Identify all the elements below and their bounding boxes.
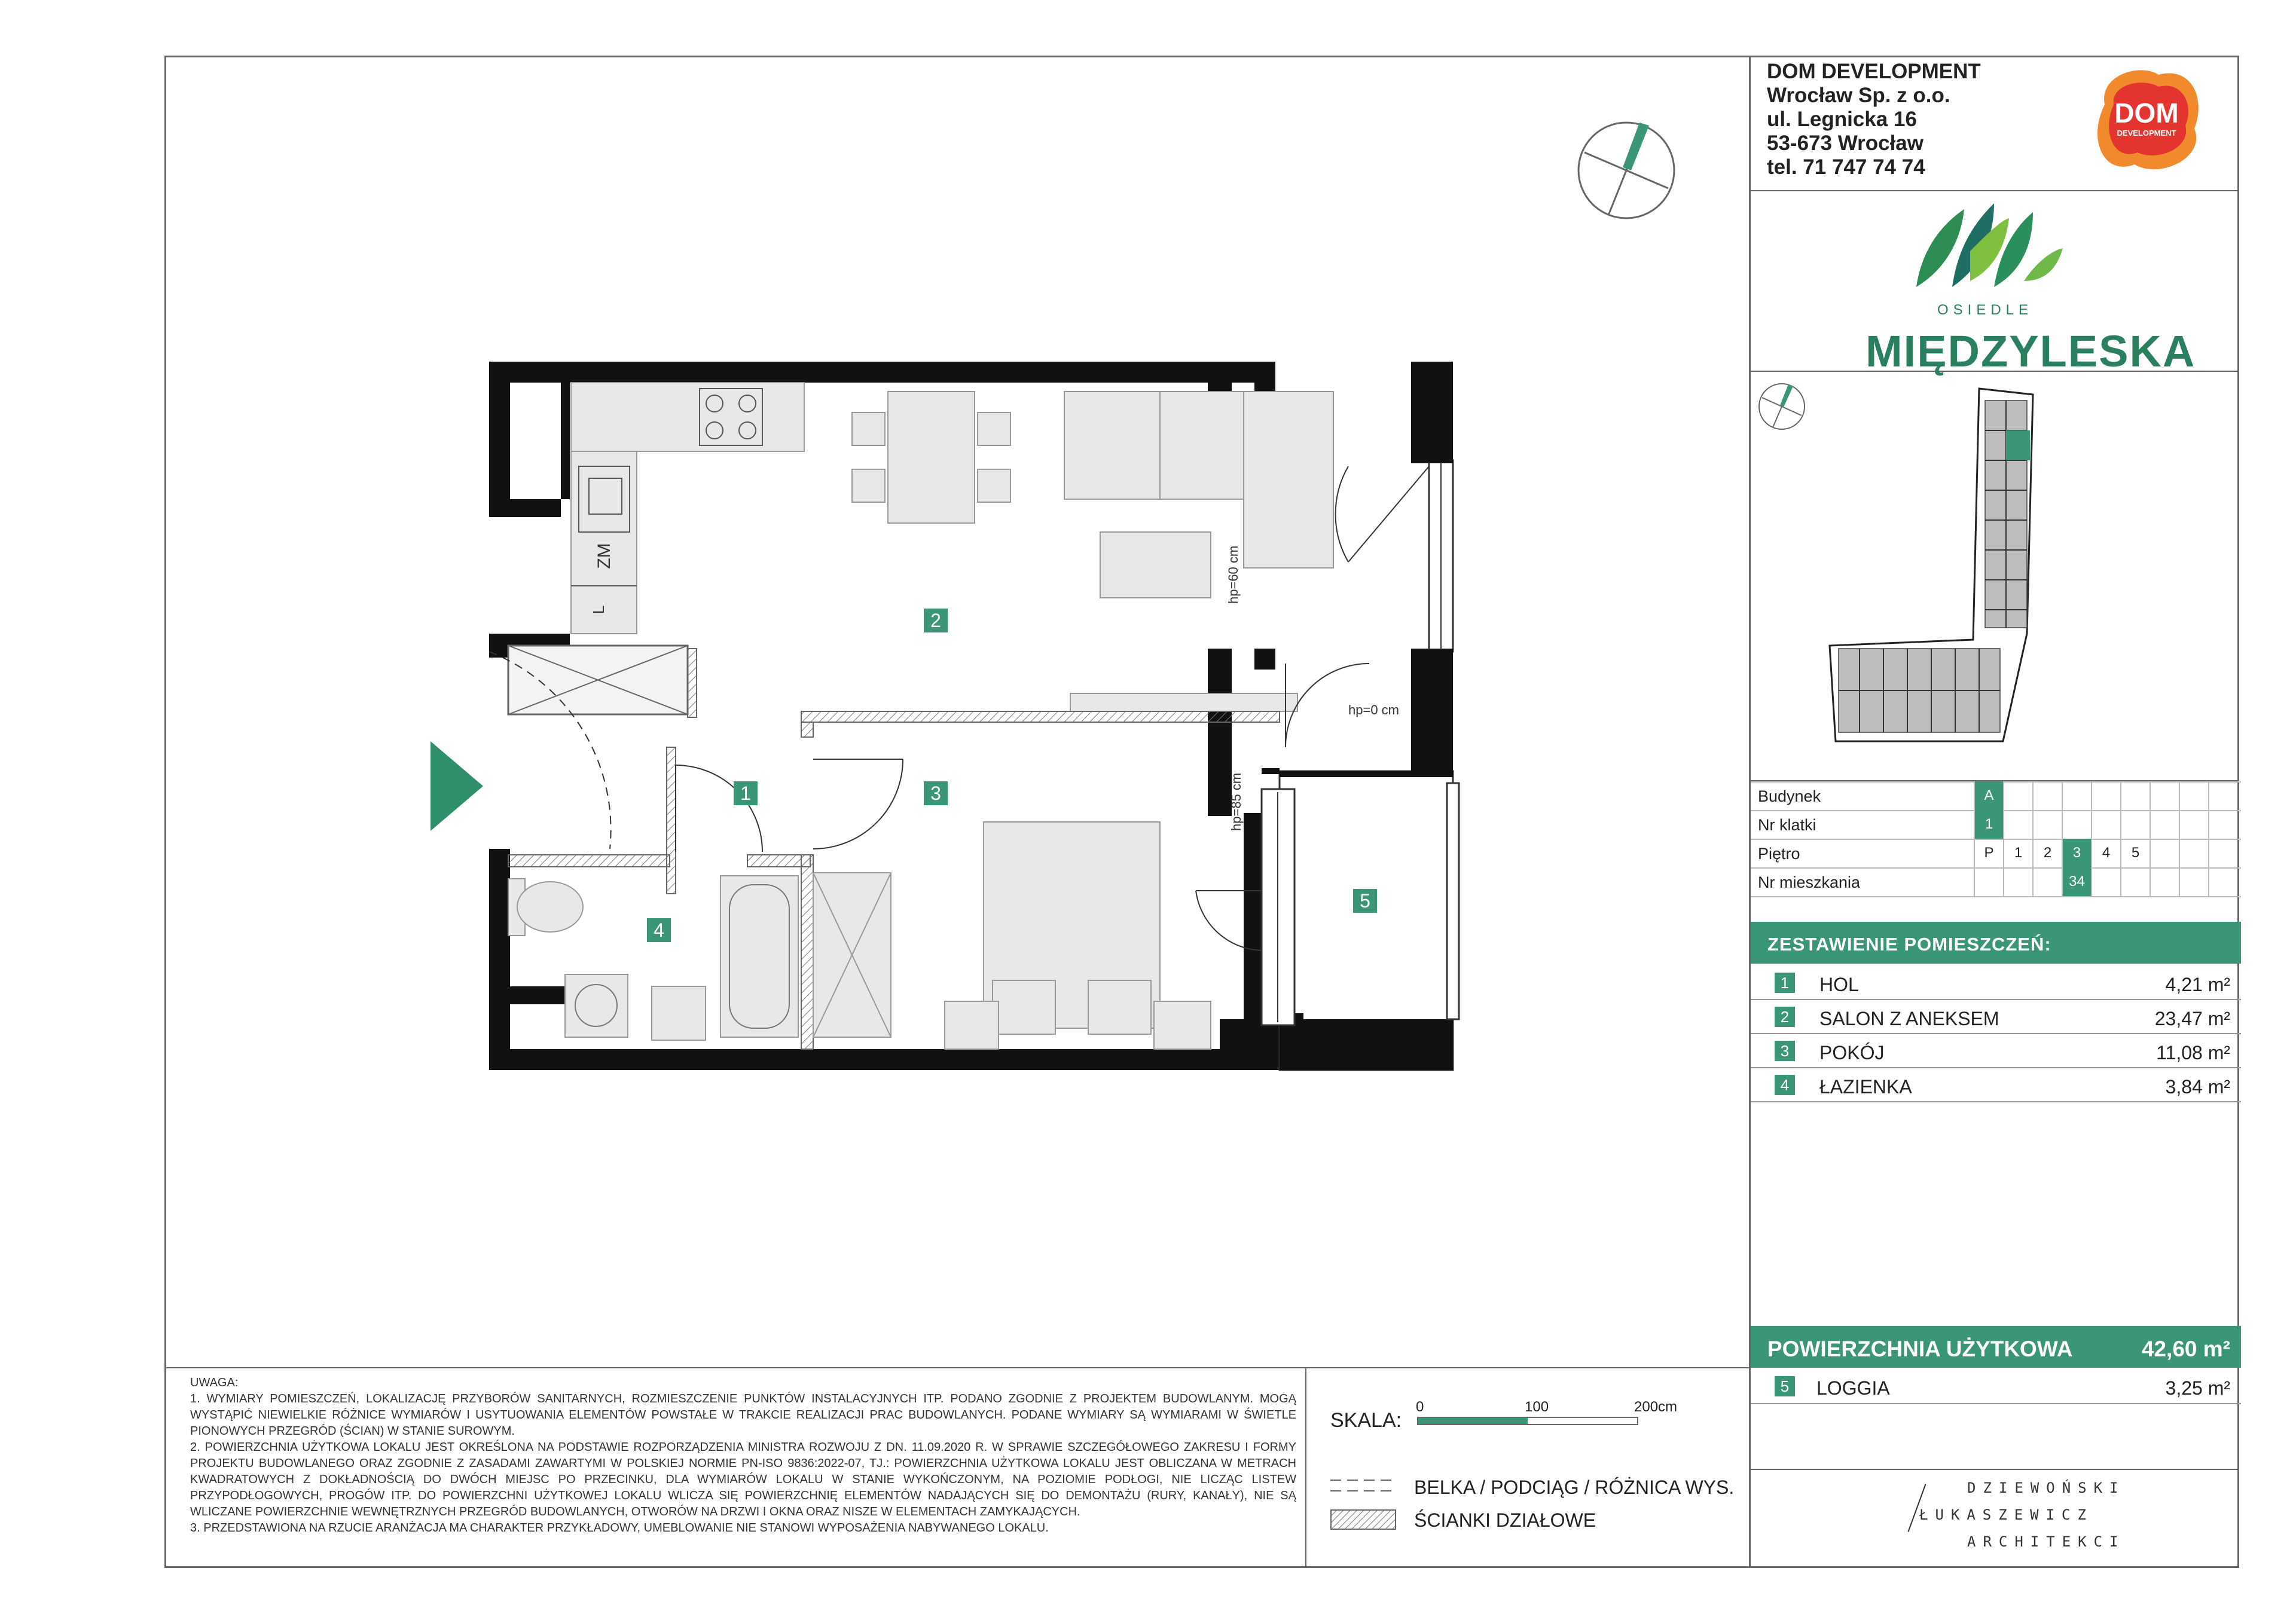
scale-tick-100: 100 [1525, 1399, 1549, 1415]
room-area: 11,08 m² [2156, 1042, 2230, 1063]
floor-cell-4: 4 [2091, 839, 2120, 867]
note-item-1: 1. WYMIARY POMIESZCZEŃ, LOKALIZACJĘ PRZYBORÓW SANITARNYCH, ROZMIESZCZENIE PUNKTÓW INSTALACYJNYCH ITP. PODANO ZGODNIE Z PROJEKTEM BUDOWLANYM. MOGĄ WYSTĄPIĆ NIEWIELKIE RÓŻNICE WYMIARÓW I USYTUOWANIA ELEMENTÓW POWSTAŁE W TRAKCIE REALIZACJI PRAC BUDOWLANYCH. PODANE WYMIARY SĄ WYMIARAMI W ŚWIETLE PIONOWYCH PRZEGRÓD (ŚCIAN) W STANIE SUROWYM. [190, 1392, 1296, 1438]
room-name: LOGGIA [1816, 1377, 1890, 1399]
floor-cell-3: 3 [2062, 839, 2091, 867]
dom-logo-text: DOM [2114, 97, 2179, 129]
architects-line2: ŁUKASZEWICZ [1919, 1506, 2093, 1523]
room-name: HOL [1819, 974, 1859, 995]
note-item-3: 3. PRZEDSTAWIONA NA RZUCIE ARANŻACJA MA CHARAKTER PRZYKŁADOWY, UMEBLOWANIE NIE STANOWI WYPOSAŻENIA NABYWANEGO LOKALU. [190, 1521, 1049, 1535]
room-tag-4: 4 [647, 918, 671, 942]
staircase-value: 1 [1974, 810, 2003, 839]
floor-cell-5: 5 [2120, 839, 2150, 867]
room-number: 3 [1775, 1041, 1795, 1061]
room-row-1 [1751, 965, 2241, 999]
room-number: 2 [1775, 1007, 1795, 1027]
apartment-label: Nr mieszkania [1758, 873, 1861, 891]
keyplan-compass-icon [1755, 380, 1809, 433]
divider-notes-top [164, 1367, 1749, 1368]
kitchen-l-label: L [590, 605, 607, 615]
dom-logo-sub: DEVELOPMENT [2117, 129, 2176, 137]
room-tag-2: 2 [924, 609, 948, 632]
apartment-value: 34 [2062, 867, 2091, 896]
usable-area-value: 42,60 m² [2141, 1337, 2230, 1361]
room-name: ŁAZIENKA [1819, 1076, 1912, 1098]
room-row-4 [1751, 1068, 2241, 1101]
room-name: SALON Z ANEKSEM [1819, 1008, 1999, 1029]
rooms-heading: ZESTAWIENIE POMIESZCZEŃ: [1767, 934, 2051, 955]
floor-label: Piętro [1758, 845, 1800, 863]
room-number: 4 [1775, 1075, 1795, 1095]
staircase-label: Nr klatki [1758, 816, 1816, 834]
floor-cell-p: P [1974, 839, 2003, 867]
room-row-loggia [1751, 1369, 2241, 1402]
room-area: 3,84 m² [2165, 1076, 2230, 1098]
dom-development-logo [2087, 63, 2206, 176]
floor-cell-2: 2 [2032, 839, 2062, 867]
company-phone: tel. 71 747 74 74 [1767, 155, 1925, 179]
floor-cell-1: 1 [2003, 839, 2032, 867]
brand-name: MIĘDZYLESKA [1866, 326, 2196, 376]
company-info [1767, 60, 1981, 179]
room-area: 4,21 m² [2165, 974, 2230, 995]
room-area: 3,25 m² [2165, 1377, 2230, 1399]
scale-tick-0: 0 [1416, 1399, 1424, 1415]
company-city: 53-673 Wrocław [1767, 132, 1923, 155]
usable-area-label: POWIERZCHNIA UŻYTKOWA [1767, 1337, 2073, 1361]
info-row-floor [1751, 839, 2241, 867]
building-value: A [1974, 781, 2003, 810]
scale-tick-200: 200cm [1634, 1399, 1678, 1415]
architects-logo [1913, 1480, 2126, 1557]
notes-block [190, 1375, 1296, 1536]
legend-beam-symbol [1330, 1477, 1396, 1494]
room-tag-3: 3 [924, 781, 948, 805]
hp0-label: hp=0 cm [1348, 702, 1399, 717]
company-name: DOM DEVELOPMENT [1767, 60, 1981, 83]
company-street: ul. Legnicka 16 [1767, 108, 1917, 131]
room-tag-1: 1 [734, 781, 758, 805]
room-number: 5 [1775, 1376, 1795, 1396]
info-row-staircase [1751, 810, 2241, 839]
rooms-heading-bar [1751, 922, 2241, 964]
architects-line3: ARCHITEKCI [1967, 1533, 2126, 1550]
room-name: POKÓJ [1819, 1042, 1885, 1063]
usable-area-bar [1751, 1326, 2241, 1368]
legend-partition-symbol [1330, 1509, 1396, 1530]
note-item-2: 2. POWIERZCHNIA UŻYTKOWA LOKALU JEST OKREŚLONA NA PODSTAWIE ROZPORZĄDZENIA MINISTRA ROZWOJU Z DN. 11.09.2020 R. W SPRAWIE SZCZEGÓŁOWEGO ZAKRESU I FORMY PROJEKTU BUDOWLANEGO ORAZ ZGODNIE Z ZASADAMI ZAWARTYMI W POLSKIEJ NORMIE PN-ISO 9836:2022-07, TJ.: POWIERZCHNIA UŻYTKOWA LOKALU JEST OBLICZANA W METRACH KWADRATOWYCH Z DOKŁADNOŚCIĄ DO DWÓCH MIEJSC PO PRZECINKU, DLA WYMIARÓW LOKALU W STANIE WYKOŃCZONYM, NA POZIOMIE PODŁOGI, NIE LICZĄC LISTEW PRZYPODŁOGOWYCH, PROGÓW ITP. DO POWIERZCHNI UŻYTKOWEJ LOKALU WLICZA SIĘ POWIERZCHNIĘ ELEMENTÓW NADAJĄCYCH SIĘ DO DEMONTAŻU (RURY, KANAŁY), NIE SĄ WLICZANE POWIERZCHNIE WEWNĘTRZNYCH PRZEGRÓD BUDOWLANYCH, OTWORÓW NA DRZWI I OKNA ORAZ NISZE W ELEMENTACH ZAMYKAJĄCYCH. [190, 1441, 1296, 1518]
architects-line1: DZIEWOŃSKI [1967, 1480, 2126, 1496]
room-tag-5: 5 [1353, 889, 1377, 913]
room-row-2 [1751, 1000, 2241, 1033]
legend-beam-text: BELKA / PODCIĄG / RÓŻNICA WYS. [1414, 1477, 1735, 1498]
legend-partition-text: ŚCIANKI DZIAŁOWE [1414, 1509, 1596, 1531]
info-row-building [1751, 781, 2241, 810]
keyplan-building [1824, 383, 2182, 747]
hp85-label: hp=85 cm [1229, 772, 1244, 831]
room-row-3 [1751, 1034, 2241, 1067]
floor-plan [419, 353, 1471, 1076]
kitchen-zm-label: ZM [594, 543, 614, 569]
info-row-apartment [1751, 867, 2241, 896]
brand-small-text: OSIEDLE [1937, 302, 2034, 318]
divider-notes-scale [1305, 1367, 1306, 1568]
room-area: 23,47 m² [2154, 1008, 2230, 1029]
building-label: Budynek [1758, 787, 1821, 805]
scale-bar [1417, 1417, 1638, 1425]
hp60-label: hp=60 cm [1226, 545, 1241, 604]
divider-footer [1749, 1469, 2239, 1470]
scale-label: SKALA: [1330, 1409, 1402, 1432]
room-number: 1 [1775, 973, 1795, 993]
keyplan-apartment-highlight [2006, 430, 2030, 460]
divider-company [1749, 190, 2239, 191]
company-branch: Wrocław Sp. z o.o. [1767, 84, 1950, 107]
compass-icon [1573, 117, 1680, 224]
entry-arrow-icon [430, 741, 483, 831]
notes-title: UWAGA: [190, 1376, 239, 1389]
osiedle-leaf-logo [1910, 197, 2066, 293]
